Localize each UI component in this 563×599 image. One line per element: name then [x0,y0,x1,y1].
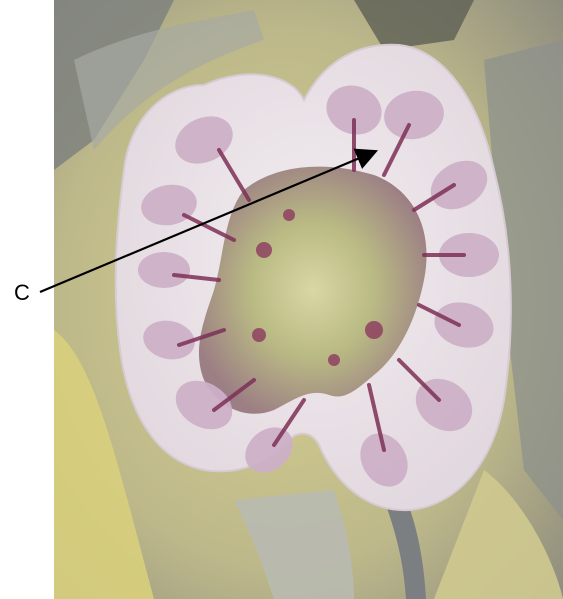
pointer-arrow [40,152,374,292]
pointer-label: C [14,280,30,305]
